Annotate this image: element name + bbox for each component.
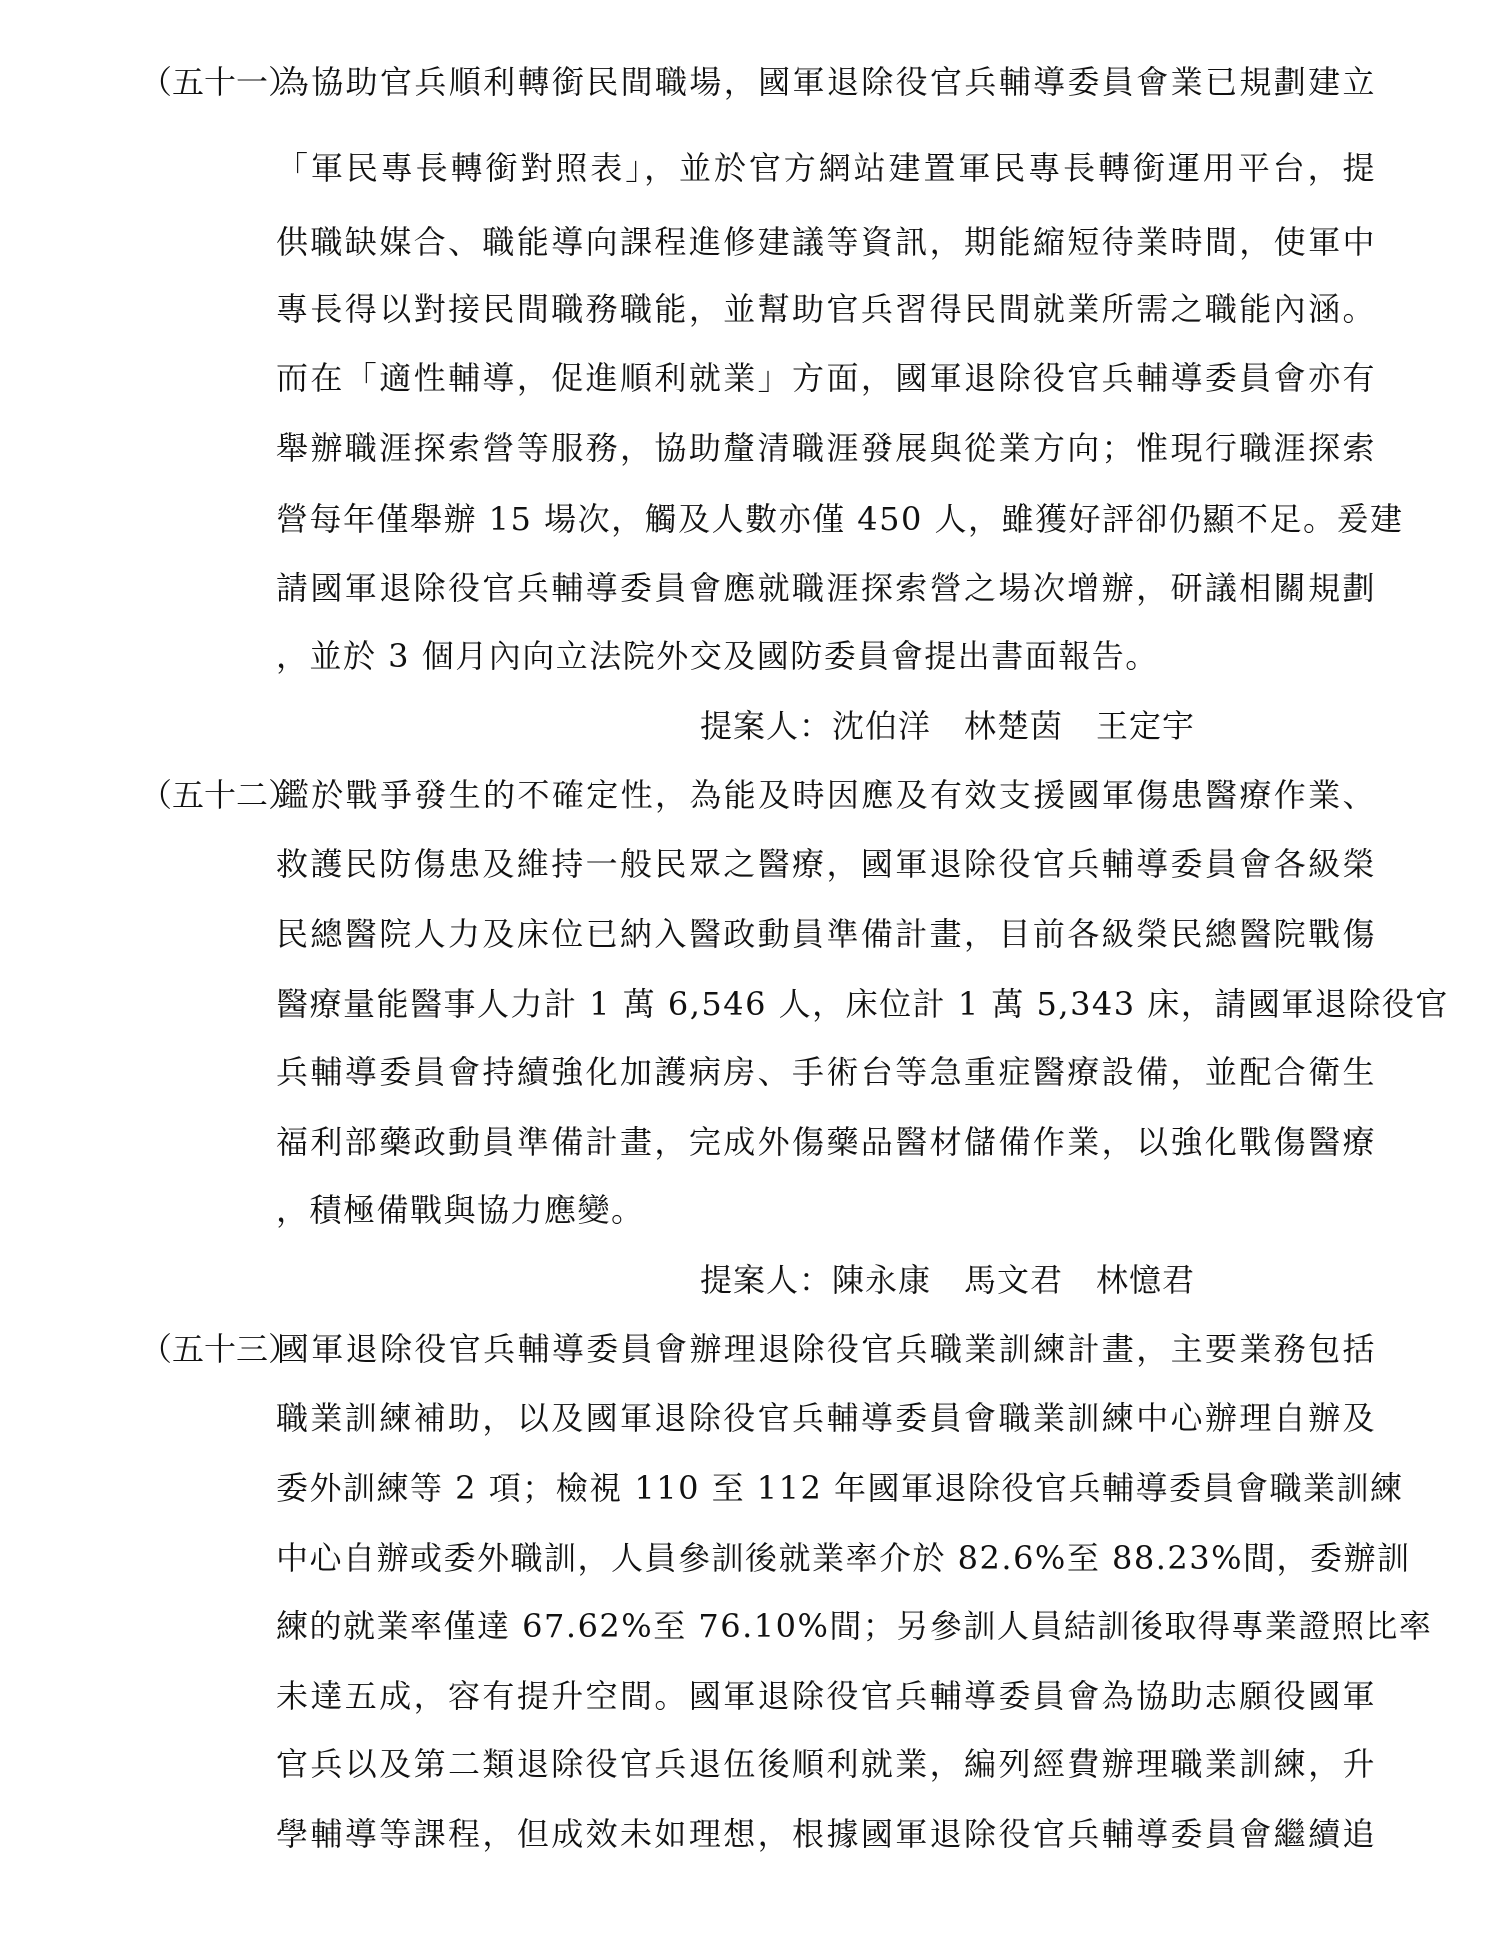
proposer-line: 提案人：沈伯洋 林楚茵 王定宇 — [700, 707, 1196, 745]
proposer-line: 提案人：陳永康 馬文君 林憶君 — [700, 1261, 1196, 1299]
item-51-line-1: （五十一）為協助官兵順利轉銜民間職場，國軍退除役官兵輔導委員會業已規劃建立 — [140, 63, 1376, 101]
paragraph-line: 福利部藥政動員準備計畫，完成外傷藥品醫材儲備作業，以強化戰傷醫療 — [276, 1123, 1376, 1161]
paragraph-line: 醫療量能醫事人力計 1 萬 6,546 人，床位計 1 萬 5,343 床，請國軍退除役官 — [276, 985, 1449, 1023]
paragraph-line: 請國軍退除役官兵輔導委員會應就職涯探索營之場次增辦，研議相關規劃 — [276, 569, 1376, 607]
item-number: （五十三） — [140, 1330, 301, 1368]
paragraph-line: 兵輔導委員會持續強化加護病房、手術台等急重症醫療設備，並配合衛生 — [276, 1053, 1376, 1091]
paragraph-line: 救護民防傷患及維持一般民眾之醫療，國軍退除役官兵輔導委員會各級榮 — [276, 845, 1376, 883]
paragraph-line: 職業訓練補助，以及國軍退除役官兵輔導委員會職業訓練中心辦理自辦及 — [276, 1399, 1376, 1437]
item-number: （五十二） — [140, 776, 301, 814]
paragraph-line: 委外訓練等 2 項；檢視 110 至 112 年國軍退除役官兵輔導委員會職業訓練 — [276, 1469, 1404, 1507]
paragraph-line: 營每年僅舉辦 15 場次，觸及人數亦僅 450 人，雖獲好評卻仍顯不足。爰建 — [276, 500, 1404, 538]
paragraph-line: 官兵以及第二類退除役官兵退伍後順利就業，編列經費辦理職業訓練，升 — [276, 1745, 1376, 1783]
paragraph-line: 學輔導等課程，但成效未如理想，根據國軍退除役官兵輔導委員會繼續追 — [276, 1815, 1376, 1853]
paragraph-line: 舉辦職涯探索營等服務，協助釐清職涯發展與從業方向；惟現行職涯探索 — [276, 429, 1376, 467]
paragraph-line: 而在「適性輔導，促進順利就業」方面，國軍退除役官兵輔導委員會亦有 — [276, 359, 1376, 397]
paragraph-line: 練的就業率僅達 67.62%至 76.10%間；另參訓人員結訓後取得專業證照比率 — [276, 1607, 1433, 1645]
paragraph-line: ，並於 3 個月內向立法院外交及國防委員會提出書面報告。 — [276, 637, 1159, 675]
paragraph-line: 中心自辦或委外職訓，人員參訓後就業率介於 82.6%至 88.23%間，委辦訓 — [276, 1539, 1411, 1577]
paragraph-line: 民總醫院人力及床位已納入醫政動員準備計畫，目前各級榮民總醫院戰傷 — [276, 915, 1376, 953]
paragraph-line: 專長得以對接民間職務職能，並幫助官兵習得民間就業所需之職能內涵。 — [276, 290, 1376, 328]
paragraph-line: 供職缺媒合、職能導向課程進修建議等資訊，期能縮短待業時間，使軍中 — [276, 223, 1376, 261]
paragraph-line: ，積極備戰與協力應變。 — [276, 1191, 645, 1229]
item-53-line-1: （五十三）國軍退除役官兵輔導委員會辦理退除役官兵職業訓練計畫，主要業務包括 — [140, 1330, 1376, 1368]
item-52-line-1: （五十二）鑑於戰爭發生的不確定性，為能及時因應及有效支援國軍傷患醫療作業、 — [140, 776, 1376, 814]
paragraph-line: 「軍民專長轉銜對照表」，並於官方網站建置軍民專長轉銜運用平台，提 — [276, 149, 1376, 187]
paragraph-line: 未達五成，容有提升空間。國軍退除役官兵輔導委員會為協助志願役國軍 — [276, 1677, 1376, 1715]
item-number: （五十一） — [140, 63, 301, 101]
